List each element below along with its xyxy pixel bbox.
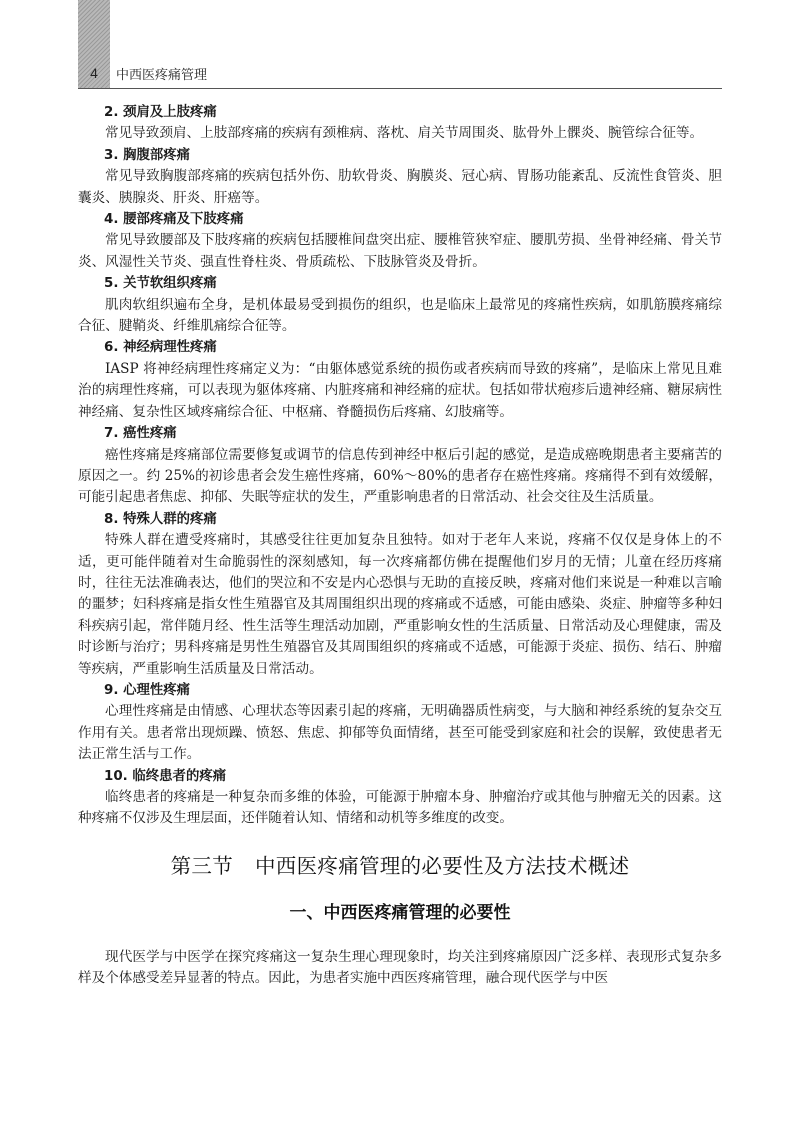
subheading: 7. 癌性疼痛	[104, 426, 177, 442]
list-item	[78, 766, 722, 830]
paragraph: 心理性疼痛是由情感、心理状态等因素引起的疼痛，无明确器质性病变，与大脑和神经系统的复杂交互作用有关。患者常出现烦躁、愤怒、焦虑、抑郁等负面情绪，甚至可能受到家庭和社会的误解，致使患者无法正常生活与工作。	[78, 703, 722, 763]
paragraph: 肌肉软组织遍布全身，是机体最易受到损伤的组织，也是临床上最常见的疼痛性疾病，如肌筋膜疼痛综合征、腱鞘炎、纤维肌痛综合征等。	[78, 296, 722, 335]
list-item	[78, 423, 722, 509]
paragraph: IASP 将神经病理性疼痛定义为：“由躯体感觉系统的损伤或者疾病而导致的疼痛”，是临床上常见且难治的病理性疼痛，可以表现为躯体疼痛、内脏疼痛和神经痛的症状。包括如带状疱疹后遗神经痛、糖尿病性神经痛、复杂性区域疼痛综合征、中枢痛、脊髓损伤后疼痛、幻肢痛等。	[78, 360, 722, 420]
list-item	[78, 209, 722, 273]
subheading: 2. 颈肩及上肢疼痛	[104, 105, 217, 120]
subheading: 4. 腰部疼痛及下肢疼痛	[104, 212, 244, 228]
section-title	[78, 853, 722, 878]
paragraph: 现代医学与中医学在探究疼痛这一复杂生理心理现象时，均关注到疼痛原因广泛多样、表现形式复杂多样及个体感受差异显著的特点。因此，为患者实施中西医疼痛管理，融合现代医学与中医	[78, 948, 722, 987]
paragraph: 临终患者的疼痛是一种复杂而多维的体验，可能源于肿瘤本身、肿瘤治疗或其他与肿瘤无关的因素。这种疼痛不仅涉及生理层面，还伴随着认知、情绪和动机等多维度的改变。	[78, 789, 722, 827]
header-divider	[78, 88, 722, 89]
subheading: 9. 心理性疼痛	[104, 682, 191, 698]
subheading: 10. 临终患者的疼痛	[104, 768, 227, 784]
subheading: 3. 胸腹部疼痛	[104, 147, 191, 163]
paragraph: 常见导致腰部及下肢疼痛的疾病包括腰椎间盘突出症、腰椎管狭窄症、腰肌劳损、坐骨神经痛、骨关节炎、风湿性关节炎、强直性脊柱炎、骨质疏松、下肢脉管炎及骨折。	[78, 232, 722, 270]
paragraph: 特殊人群在遭受疼痛时，其感受往往更加复杂且独特。如对于老年人来说，疼痛不仅仅是身体上的不适，更可能伴随着对生命脆弱性的深刻感知，每一次疼痛都仿佛在提醒他们岁月的无情；儿童在经历疼痛时，往往无法准确表达，他们的哭泣和不安是内心恐惧与无助的直接反映，疼痛对他们来说是一种难以言喻的噩梦；妇科疼痛是指女性生殖器官及其周围组织出现的疼痛或不适感，可能由感染、炎症、肿瘤等多种妇科疾病引起，常伴随月经、性生活等生理活动加剧，严重影响女性的生活质量、日常活动及心理健康，需及时诊断与治疗；男科疼痛是男性生殖器官及其周围组织的疼痛或不适感，可能源于炎症、损伤、结石、肿瘤等疾病，严重影响生活质量及日常活动。	[78, 532, 722, 677]
section-label: 第三节	[170, 853, 233, 878]
list-item	[78, 337, 722, 423]
section-heading: 中西医疼痛管理的必要性及方法技术概述	[255, 853, 630, 878]
list-item	[78, 680, 722, 766]
page-body	[78, 102, 722, 989]
paragraph: 癌性疼痛是疼痛部位需要修复或调节的信息传到神经中枢后引起的感觉，是造成癌晚期患者主要痛苦的原因之一。约 25%的初诊患者会发生癌性疼痛，60%～80%的患者存在癌性疼痛。疼痛得不到有效缓解，可能引起患者焦虑、抑郁、失眠等症状的发生，严重影响患者的日常活动、社会交往及生活质量。	[78, 446, 722, 506]
subsection-title: 一、中西医疼痛管理的必要性	[289, 903, 511, 924]
subheading: 8. 特殊人群的疼痛	[104, 511, 217, 527]
subheading: 5. 关节软组织疼痛	[104, 276, 217, 292]
list-item	[78, 145, 722, 209]
list-item	[78, 509, 722, 680]
list-item	[78, 273, 722, 337]
page-header	[80, 58, 207, 88]
running-title: 中西医疼痛管理	[116, 67, 208, 83]
paragraph: 常见导致胸腹部疼痛的疾病包括外伤、肋软骨炎、胸膜炎、冠心病、胃肠功能紊乱、反流性食管炎、胆囊炎、胰腺炎、肝炎、肝癌等。	[78, 168, 722, 206]
subheading: 6. 神经病理性疼痛	[104, 340, 217, 356]
page-number: 4	[90, 65, 98, 81]
list-item	[78, 102, 722, 145]
paragraph: 常见导致颈肩、上肢部疼痛的疾病有颈椎病、落枕、肩关节周围炎、肱骨外上髁炎、腕管综合征等。	[105, 125, 704, 142]
